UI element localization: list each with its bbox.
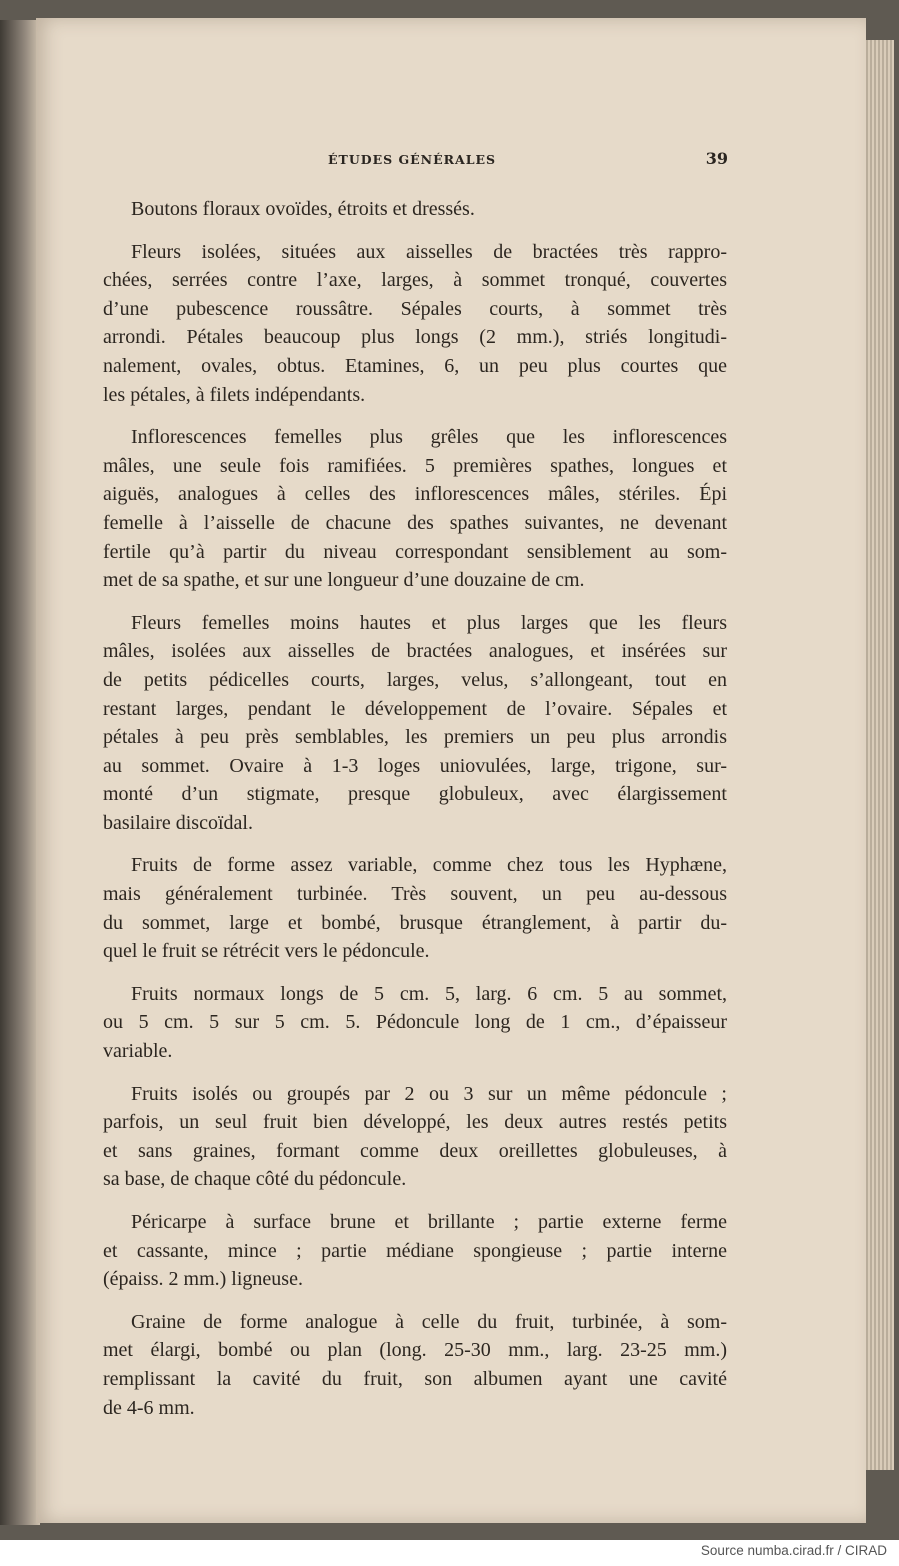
paragraph-6 (103, 980, 727, 1066)
paragraph-7 (103, 1080, 727, 1194)
text-line: variable. (103, 1040, 173, 1063)
text-line: Boutons floraux ovoïdes, étroits et dressés. (131, 198, 475, 220)
text-line: mais généralement turbinée. Très souvent, un peu au-dessous (103, 883, 727, 906)
running-title: ÉTUDES GÉNÉRALES (328, 152, 497, 167)
text-line: Fleurs femelles moins hautes et plus larges que les fleurs (131, 611, 727, 634)
source-credit: Source numba.cirad.fr / CIRAD (700, 1543, 887, 1558)
paragraph-1 (103, 195, 727, 224)
paragraph-8 (103, 1208, 727, 1294)
text-line: de 4-6 mm. (103, 1396, 195, 1419)
page-stack-edge (862, 40, 894, 1470)
text-line: mâles, isolées aux aisselles de bractées analogues, et insérées sur (103, 640, 727, 663)
text-line: pétales à peu près semblables, les premiers un peu plus arrondis (103, 726, 727, 749)
text-line: quel le fruit se rétrécit vers le pédoncule. (103, 940, 430, 963)
text-line: restant larges, pendant le développement de l’ovaire. Sépales et (103, 697, 727, 720)
text-line: et sans graines, formant comme deux oreillettes globuleuses, à (103, 1139, 727, 1162)
text-line: chées, serrées contre l’axe, larges, à sommet tronqué, couvertes (103, 269, 727, 292)
text-line: met élargi, bombé ou plan (long. 25-30 mm., larg. 23-25 mm.) (103, 1339, 727, 1362)
text-line: monté d’un stigmate, presque globuleux, avec élargissement (103, 783, 727, 806)
text-line: aiguës, analogues à celles des inflorescences mâles, stériles. Épi (103, 483, 727, 506)
text-line: arrondi. Pétales beaucoup plus longs (2 mm.), striés longitudi- (103, 326, 727, 349)
text-line: Péricarpe à surface brune et brillante ; partie externe ferme (131, 1211, 727, 1233)
paragraph-4 (103, 609, 727, 838)
text-line: mâles, une seule fois ramifiées. 5 premières spathes, longues et (103, 454, 727, 477)
text-line: Fruits normaux longs de 5 cm. 5, larg. 6 cm. 5 au sommet, (131, 982, 727, 1005)
text-line: (épaiss. 2 mm.) ligneuse. (103, 1268, 303, 1291)
paragraph-2 (103, 238, 727, 410)
text-line: Graine de forme analogue à celle du fruit, turbinée, à som- (131, 1310, 727, 1333)
text-line: remplissant la cavité du fruit, son albumen ayant une cavité (103, 1367, 727, 1390)
text-line: d’une pubescence roussâtre. Sépales courts, à sommet très (103, 297, 727, 320)
body-text (103, 195, 727, 1436)
text-line: Fleurs isolées, situées aux aisselles de bractées très rappro- (131, 240, 727, 263)
text-line: et cassante, mince ; partie médiane spongieuse ; partie interne (103, 1239, 727, 1262)
text-line: femelle à l’aisselle de chacune des spathes suivantes, ne devenant (103, 511, 727, 534)
text-line: Inflorescences femelles plus grêles que les inflorescences (131, 426, 727, 449)
text-line: nalement, ovales, obtus. Etamines, 6, un peu plus courtes que (103, 354, 727, 377)
text-line: parfois, un seul fruit bien développé, les deux autres restés petits (103, 1111, 727, 1134)
text-line: basilaire discoïdal. (103, 811, 253, 834)
running-head (328, 149, 728, 176)
paragraph-5 (103, 851, 727, 965)
text-line: fertile qu’à partir du niveau correspondant sensiblement au som- (103, 540, 727, 563)
page-number: 39 (705, 149, 728, 168)
paragraph-3 (103, 423, 727, 595)
text-line: du sommet, large et bombé, brusque étranglement, à partir du- (103, 911, 727, 934)
text-line: ou 5 cm. 5 sur 5 cm. 5. Pédoncule long de 1 cm., d’épaisseur (103, 1011, 727, 1034)
book-spine-shadow (0, 20, 40, 1525)
text-line: au sommet. Ovaire à 1-3 loges uniovulées, large, trigone, sur- (103, 754, 727, 777)
text-line: de petits pédicelles courts, larges, velus, s’allongeant, tout en (103, 668, 727, 691)
text-line: sa base, de chaque côté du pédoncule. (103, 1168, 407, 1191)
text-line: Fruits isolés ou groupés par 2 ou 3 sur un même pédoncule ; (131, 1082, 727, 1105)
paragraph-9 (103, 1308, 727, 1422)
text-line: les pétales, à filets indépendants. (103, 383, 366, 406)
text-line: met de sa spathe, et sur une longueur d’une douzaine de cm. (103, 569, 585, 592)
text-line: Fruits de forme assez variable, comme chez tous les Hyphæne, (131, 854, 727, 877)
